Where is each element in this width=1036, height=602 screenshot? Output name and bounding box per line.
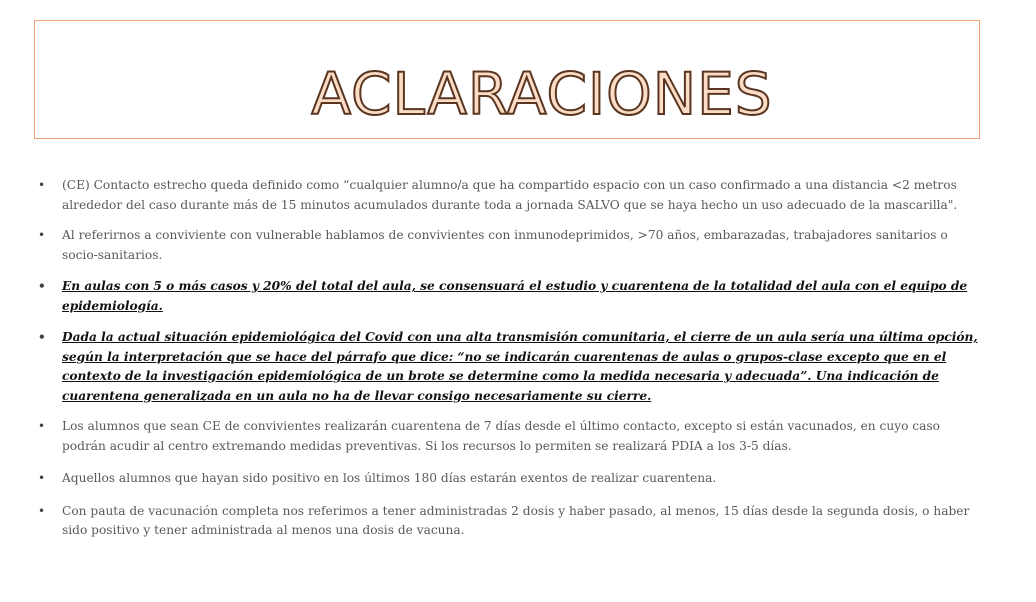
bullet-icon: • xyxy=(38,279,46,293)
list-item xyxy=(38,469,978,489)
list-item xyxy=(38,176,978,215)
bullet-icon: • xyxy=(38,228,46,242)
list-item-text: Con pauta de vacunación completa nos referimos a tener administradas 2 dosis y haber pasado, al menos, 15 días desde la segunda dosis, o haber sido positivo y tener administrada al menos una dosis de vacuna. xyxy=(62,503,970,537)
list-item-emphasized xyxy=(38,277,978,316)
title-box xyxy=(34,20,980,139)
clarifications-list xyxy=(38,176,978,541)
list-item-text: (CE) Contacto estrecho queda definido como “cualquier alumno/a que ha compartido espacio con un caso confirmado a una distancia <2 metros alrededor del caso durante más de 15 minutos acumulados durante toda a jornada SALVO que se haya hecho un uso adecuado de la mascarilla". xyxy=(62,178,958,212)
list-item xyxy=(38,502,978,541)
bullet-icon: • xyxy=(38,419,46,433)
bullet-icon: • xyxy=(38,471,46,485)
list-item-text: Aquellos alumnos que hayan sido positivo en los últimos 180 días estarán exentos de realizar cuarentena. xyxy=(62,471,717,485)
page-title: ACLARACIONES xyxy=(311,60,773,128)
bullet-icon: • xyxy=(38,503,46,518)
bullet-icon: • xyxy=(38,178,46,192)
bullet-icon: • xyxy=(38,330,46,344)
list-item-text: Dada la actual situación epidemiológica del Covid con una alta transmisión comunitaria, el cierre de un aula sería una última opción, según la interpretación que se hace del párrafo que dice: “no se indicarán cuarentenas de aulas o grupos-clase excepto que en el contexto de la investigación epidemiológica de un brote se determine como la medida necesaria y adecuada”. Una indicación de cuarentena generalizada en un aula no ha de llevar consigo necesariamente su cierre. xyxy=(62,330,978,403)
list-item xyxy=(38,226,978,265)
list-item-emphasized xyxy=(38,328,978,406)
list-item-text: Al referirnos a conviviente con vulnerable hablamos de convivientes con inmunodeprimidos, >70 años, embarazadas, trabajadores sanitarios o socio-sanitarios. xyxy=(62,228,948,262)
list-item-text: En aulas con 5 o más casos y 20% del total del aula, se consensuará el estudio y cuarentena de la totalidad del aula con el equipo de epidemiología. xyxy=(62,279,968,313)
list-item xyxy=(38,417,978,456)
list-item-text: Los alumnos que sean CE de convivientes realizarán cuarentena de 7 días desde el último contacto, excepto si están vacunados, en cuyo caso podrán acudir al centro extremando medidas preventivas. Si los recursos lo permiten se realizará PDIA a los 3-5 días. xyxy=(62,419,940,453)
